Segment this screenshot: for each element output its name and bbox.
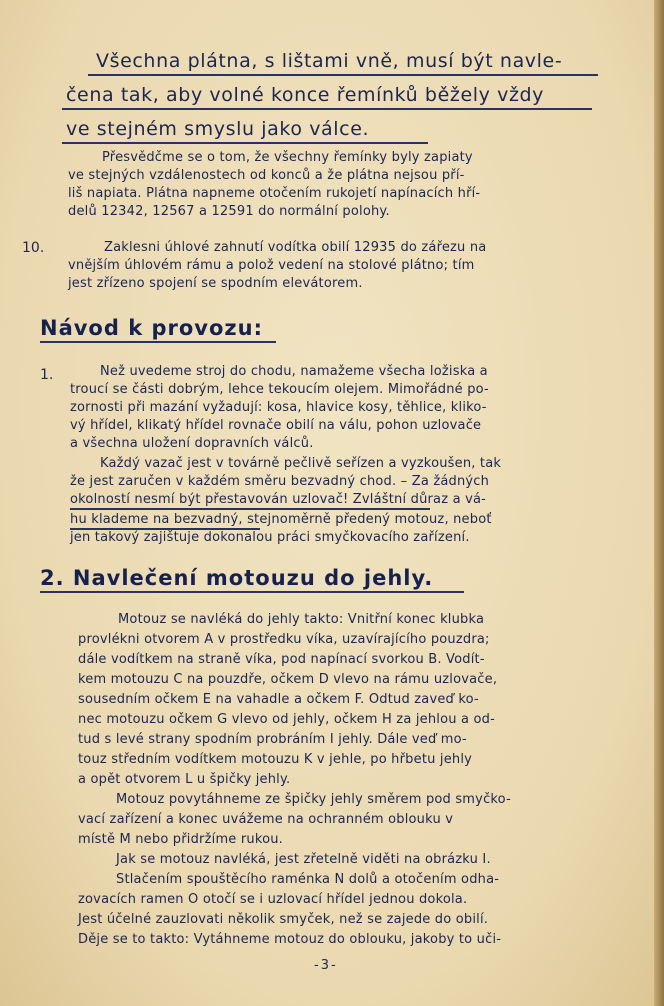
text-line: troucí se části dobrým, lehce tekoucím olejem. Mimořádné po- — [70, 382, 489, 397]
text-line: zovacích ramen O otočí se i uzlovací hřídel jednou dokola. — [78, 892, 468, 907]
text-line: okolností nesmí být přestavován uzlovač! Zvláštní důraz a vá- — [70, 492, 487, 507]
text-line: vací zařízení a konec uvážeme na ochranném oblouku v — [78, 812, 454, 827]
text-line: vnějším úhlovém rámu a polož vedení na stolové plátno; tím — [68, 258, 475, 273]
text-line: liš napiata. Plátna napneme otočením rukojetí napínacích hří- — [68, 186, 481, 201]
text-line: jest zřízeno spojení se spodním elevátorem. — [68, 276, 363, 291]
text-line: Děje se to takto: Vytáhneme motouz do oblouku, jakoby to uči- — [78, 932, 502, 947]
text-line: sousedním očkem E na vahadle a očkem F. Odtud zaveď ko- — [78, 692, 479, 707]
underline — [88, 74, 598, 76]
text-line: Stlačením spouštěcího raménka N dolů a otočením odha- — [116, 872, 500, 887]
text-line: Jak se motouz navléká, jest zřetelně viděti na obrázku I. — [116, 852, 491, 867]
text-line: hu klademe na bezvadný, stejnoměrně předený motouz, neboť — [70, 512, 492, 527]
text-line: nec motouzu očkem G vlevo od jehly, očkem H za jehlou a od- — [78, 712, 495, 727]
text-line: a všechna uložení dopravních válců. — [70, 436, 314, 451]
text-line: Motouz se navléká do jehly takto: Vnitřní konec klubka — [118, 612, 485, 627]
text-line: Motouz povytáhneme ze špičky jehly směrem pod smyčko- — [116, 792, 511, 807]
text-line: touz středním vodítkem motouzu K v jehle, po hřbetu jehly — [78, 752, 473, 767]
section-heading-provoz: Návod k provozu: — [40, 316, 263, 340]
text-line: tud s levé strany spodním probráním I jehly. Dále veď mo- — [78, 732, 467, 747]
underline — [62, 142, 428, 144]
text-line: kem motouzu C na pouzdře, očkem D vlevo na rámu uzlovače, — [78, 672, 498, 687]
text-line: že jest zaručen v každém směru bezvadný chod. – Za žádných — [70, 474, 490, 489]
text-line: delů 12342, 12567 a 12591 do normální polohy. — [68, 204, 390, 219]
text-line: dále vodítkem na straně víka, pod napínací svorkou B. Vodít- — [78, 652, 485, 667]
text-line: Než uvedeme stroj do chodu, namažeme všecha ložiska a — [100, 364, 488, 379]
text-line: a opět otvorem L u špičky jehly. — [78, 772, 291, 787]
text-line: Přesvědčme se o tom, že všechny řemínky byly zapiaty — [102, 150, 473, 165]
text-line: zornosti při mazání vyžadují: kosa, hlavice kosy, těhlice, kliko- — [70, 400, 487, 415]
intro-line-2: čena tak, aby volné konce řemínků běžely vždy — [66, 84, 545, 106]
heading-underline — [40, 341, 276, 343]
text-line: jen takový zajištuje dokonalou práci smyčkovacího zařízení. — [70, 530, 470, 545]
page-edge-shadow — [654, 0, 664, 1006]
text-line: vý hřídel, klikatý hřídel rovnače obilí na válu, pohon uzlovače — [70, 418, 482, 433]
intro-line-1: Všechna plátna, s lištami vně, musí být navle- — [96, 50, 563, 72]
text-line: Zaklesni úhlové zahnutí vodítka obilí 12935 do zářezu na — [104, 240, 487, 255]
heading-underline — [40, 591, 464, 593]
text-line: Jest účelné zauzlovati několik smyček, než se zajede do obilí. — [78, 912, 489, 927]
text-line: ve stejných vzdálenostech od konců a že plátna nejsou pří- — [68, 168, 465, 183]
intro-line-3: ve stejném smyslu jako válce. — [66, 118, 370, 140]
step-number: 1. — [40, 367, 54, 383]
underline — [62, 108, 592, 110]
text-line: provlékni otvorem A v prostředku víka, uzavírajícího pouzdra; — [78, 632, 490, 647]
underline — [70, 508, 430, 510]
page-number: -3- — [314, 958, 338, 973]
step-number: 10. — [22, 240, 45, 256]
text-line: Každý vazač jest v továrně pečlivě seřízen a vyzkoušen, tak — [100, 456, 502, 471]
text-line: místě M nebo přidržíme rukou. — [78, 832, 284, 847]
section-heading-motouz: 2. Navlečení motouzu do jehly. — [40, 566, 434, 590]
